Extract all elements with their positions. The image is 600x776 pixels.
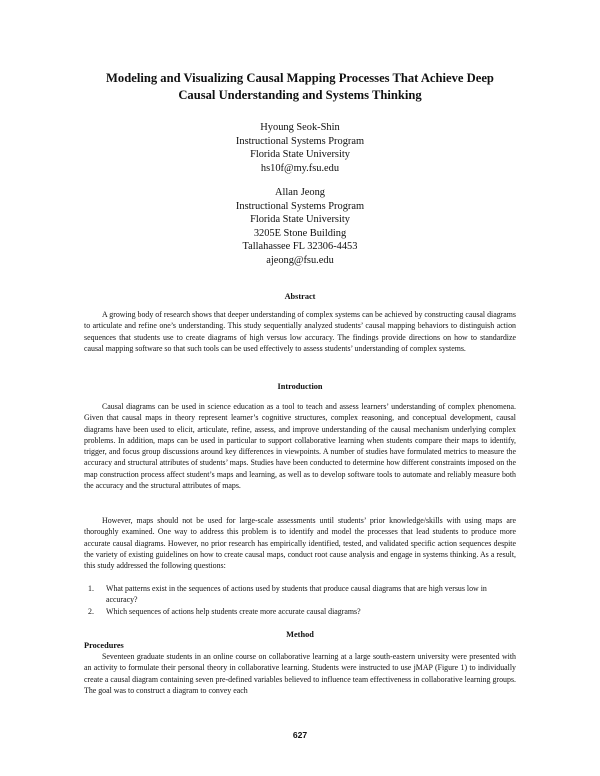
author-email: hs10f@my.fsu.edu <box>260 162 340 174</box>
title-line-1: Modeling and Visualizing Causal Mapping Processes That Achieve Deep <box>106 71 494 85</box>
list-item <box>84 606 516 617</box>
research-questions-list <box>84 583 516 617</box>
abstract-heading: Abstract <box>284 292 316 301</box>
author-name: Hyoung Seok-Shin <box>260 122 340 133</box>
page-number: 627 <box>292 730 308 740</box>
introduction-heading: Introduction <box>277 382 323 391</box>
list-item-number: 2. <box>88 606 94 616</box>
procedures-heading: Procedures <box>84 641 124 650</box>
introduction-paragraph-1: Causal diagrams can be used in science education as a tool to teach and assess learners’ understanding of complex phenomena. Given that causal maps in theory represent learner’s cognitive structures, complex reasoning, and conceptual development, causal diagrams have been used to elicit, articulate, refine, assess, and improve understanding of the causal mechanism underlying complex problems. In addition, maps can be used in particular to support collaborative learning when students compare their maps to identify, trigger, and focus group discussions around key differences in viewpoints. A number of studies have formulated metrics to measure the accuracy and structural attributes of students’ maps. Studies have been conducted to determine how different constraints imposed on the map construction process affect student’s maps and learning, as well as to develop software tools to automate and reliably measure both the accuracy and the structural attributes of maps. <box>84 402 516 491</box>
author-block-2 <box>150 186 450 268</box>
author-program: Instructional Systems Program <box>235 200 365 212</box>
list-item <box>84 583 516 606</box>
paper-title <box>60 70 540 104</box>
list-item-text: What patterns exist in the sequences of actions used by students that produce causal diagrams that are high versus low in accuracy? <box>106 584 487 605</box>
author-university: Florida State University <box>250 214 350 226</box>
author-university: Florida State University <box>250 149 350 161</box>
title-line-2: Causal Understanding and Systems Thinking <box>178 88 422 102</box>
list-item-number: 1. <box>88 584 94 593</box>
author-name: Allan Jeong <box>275 187 325 198</box>
author-city: Tallahassee FL 32306-4453 <box>242 241 358 253</box>
list-item-text: Which sequences of actions help students create more accurate causal diagrams? <box>106 606 361 616</box>
author-block-1 <box>150 121 450 175</box>
abstract-paragraph: A growing body of research shows that deeper understanding of complex systems can be achieved by constructing causal diagrams to articulate and refine one’s understanding. This study sequentially analyzed students’ causal mapping behaviors to distinguish action sequences that students use to create diagrams of high versus low accuracy. The findings provide directions on how to standardize causal mapping software so that such tools can be used effectively to assess students’ understanding of complex systems. <box>84 310 516 353</box>
author-program: Instructional Systems Program <box>235 135 365 147</box>
author-building: 3205E Stone Building <box>253 227 347 239</box>
method-heading: Method <box>286 630 314 639</box>
introduction-paragraph-2: However, maps should not be used for large-scale assessments until students’ prior knowledge/skills with using maps are thoroughly examined. One way to address this problem is to identify and model the processes that lead students to produce more accurate causal diagrams. However, no prior research has empirically identified, tested, and validated specific action sequences despite the variety of existing guidelines on how to create causal maps, conduct root cause analysis and engage in systems thinking. As a result, this study addressed the following questions: <box>84 516 516 571</box>
author-email: ajeong@fsu.edu <box>266 254 334 266</box>
procedures-paragraph: Seventeen graduate students in an online course on collaborative learning at a large south-eastern university were presented with an activity to formulate their personal theory in collaborative learning. Students were instructed to use jMAP (Figure 1) to individually create a causal diagram containing seven pre-defined variables believed to influence team effectiveness in collaborative learning groups. The goal was to construct a diagram to convey each <box>84 652 516 695</box>
